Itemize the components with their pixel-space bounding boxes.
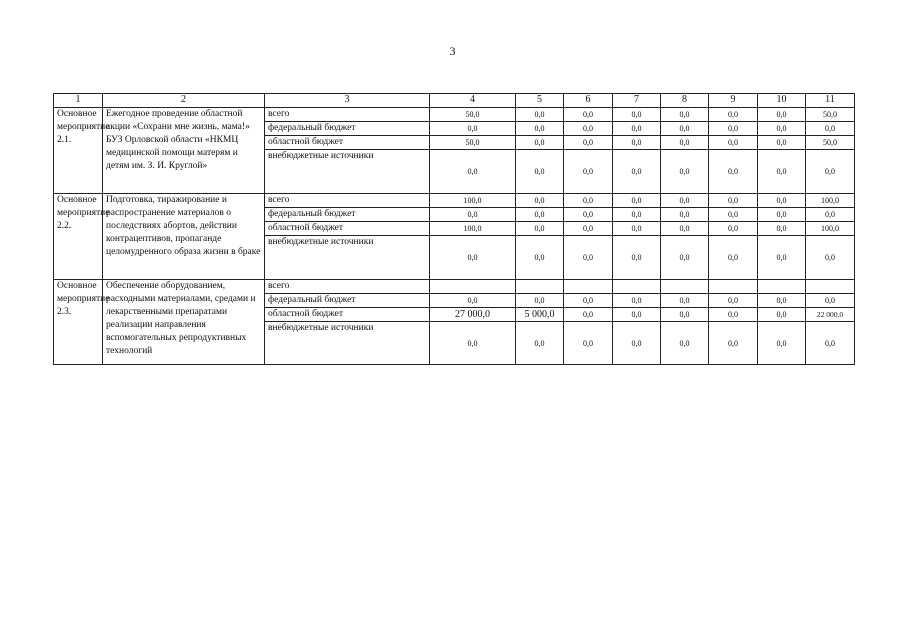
value-cell: 0,0 xyxy=(564,222,613,236)
value-cell: 0,0 xyxy=(709,122,758,136)
value-cell: 0,0 xyxy=(806,322,855,365)
funding-source: всего xyxy=(265,194,430,208)
funding-source: областной бюджет xyxy=(265,136,430,150)
value-cell: 0,0 xyxy=(709,208,758,222)
funding-source: всего xyxy=(265,280,430,294)
value-cell: 0,0 xyxy=(613,294,661,308)
value-cell: 0,0 xyxy=(661,194,709,208)
value-cell: 0,0 xyxy=(516,150,564,194)
value-cell: 0,0 xyxy=(806,294,855,308)
value-cell: 0,0 xyxy=(516,222,564,236)
value-cell: 50,0 xyxy=(806,108,855,122)
value-cell: 0,0 xyxy=(709,308,758,322)
value-cell: 0,0 xyxy=(516,208,564,222)
header-cell: 8 xyxy=(661,94,709,108)
value-cell: 0,0 xyxy=(709,136,758,150)
value-cell: 0,0 xyxy=(613,208,661,222)
value-cell: 0,0 xyxy=(564,122,613,136)
value-cell: 0,0 xyxy=(516,294,564,308)
event-description: Обеспечение оборудованием, расходными материалами, средами и лекарственными препаратами реализации направления вспомогательных репродуктивных технологий xyxy=(103,280,265,365)
value-cell: 0,0 xyxy=(661,208,709,222)
value-cell: 0,0 xyxy=(758,136,806,150)
value-cell: 0,0 xyxy=(516,122,564,136)
value-cell: 0,0 xyxy=(613,122,661,136)
value-cell: 0,0 xyxy=(430,208,516,222)
value-cell: 22 000,0 xyxy=(806,308,855,322)
header-cell: 1 xyxy=(54,94,103,108)
value-cell: 0,0 xyxy=(758,208,806,222)
value-cell xyxy=(516,280,564,294)
value-cell: 0,0 xyxy=(564,208,613,222)
value-cell: 100,0 xyxy=(430,222,516,236)
value-cell: 50,0 xyxy=(430,108,516,122)
header-cell: 7 xyxy=(613,94,661,108)
value-cell: 0,0 xyxy=(564,236,613,280)
header-cell: 10 xyxy=(758,94,806,108)
table-row xyxy=(54,108,855,122)
value-cell: 0,0 xyxy=(758,222,806,236)
value-cell: 0,0 xyxy=(516,136,564,150)
header-cell: 2 xyxy=(103,94,265,108)
value-cell: 0,0 xyxy=(661,122,709,136)
value-cell xyxy=(709,280,758,294)
value-cell: 0,0 xyxy=(430,294,516,308)
value-cell: 0,0 xyxy=(564,108,613,122)
header-cell: 3 xyxy=(265,94,430,108)
value-cell: 0,0 xyxy=(709,236,758,280)
value-cell xyxy=(430,280,516,294)
page-number: 3 xyxy=(449,44,456,58)
value-cell xyxy=(613,280,661,294)
value-cell: 0,0 xyxy=(758,108,806,122)
value-cell: 0,0 xyxy=(613,108,661,122)
funding-source: федеральный бюджет xyxy=(265,122,430,136)
value-cell: 100,0 xyxy=(430,194,516,208)
value-cell: 0,0 xyxy=(613,222,661,236)
value-cell: 0,0 xyxy=(516,236,564,280)
value-cell: 0,0 xyxy=(806,122,855,136)
header-cell: 6 xyxy=(564,94,613,108)
value-cell: 0,0 xyxy=(806,236,855,280)
table-row xyxy=(54,194,855,208)
value-cell: 50,0 xyxy=(806,136,855,150)
value-cell: 0,0 xyxy=(430,322,516,365)
funding-source: всего xyxy=(265,108,430,122)
header-cell: 11 xyxy=(806,94,855,108)
funding-source: внебюджетные источники xyxy=(265,236,430,280)
value-cell: 50,0 xyxy=(430,136,516,150)
value-cell: 0,0 xyxy=(564,136,613,150)
value-cell: 0,0 xyxy=(564,294,613,308)
value-cell: 0,0 xyxy=(758,194,806,208)
funding-source: федеральный бюджет xyxy=(265,208,430,222)
table-row xyxy=(54,280,855,294)
header-cell: 4 xyxy=(430,94,516,108)
value-cell xyxy=(758,280,806,294)
funding-source: внебюджетные источники xyxy=(265,150,430,194)
value-cell: 100,0 xyxy=(806,194,855,208)
value-cell: 0,0 xyxy=(709,322,758,365)
value-cell: 0,0 xyxy=(564,150,613,194)
value-cell: 0,0 xyxy=(661,150,709,194)
value-cell: 0,0 xyxy=(758,236,806,280)
value-cell: 0,0 xyxy=(661,136,709,150)
value-cell: 0,0 xyxy=(806,208,855,222)
value-cell: 0,0 xyxy=(709,222,758,236)
value-cell: 0,0 xyxy=(709,150,758,194)
value-cell: 0,0 xyxy=(613,150,661,194)
value-cell: 0,0 xyxy=(661,108,709,122)
funding-source: областной бюджет xyxy=(265,222,430,236)
value-cell: 0,0 xyxy=(613,194,661,208)
value-cell xyxy=(806,280,855,294)
value-cell: 0,0 xyxy=(758,322,806,365)
value-cell: 0,0 xyxy=(661,294,709,308)
value-cell: 0,0 xyxy=(564,194,613,208)
value-cell: 27 000,0 xyxy=(430,308,516,322)
value-cell: 0,0 xyxy=(661,308,709,322)
value-cell: 0,0 xyxy=(758,308,806,322)
header-cell: 5 xyxy=(516,94,564,108)
value-cell: 0,0 xyxy=(564,308,613,322)
value-cell: 0,0 xyxy=(709,108,758,122)
value-cell xyxy=(661,280,709,294)
table-header-row xyxy=(54,94,855,108)
value-cell: 0,0 xyxy=(709,294,758,308)
value-cell: 0,0 xyxy=(516,322,564,365)
funding-source: внебюджетные источники xyxy=(265,322,430,365)
value-cell: 0,0 xyxy=(430,122,516,136)
funding-source: федеральный бюджет xyxy=(265,294,430,308)
value-cell: 0,0 xyxy=(516,108,564,122)
event-code: Основное мероприятие 2.2. xyxy=(54,194,103,280)
value-cell: 0,0 xyxy=(613,136,661,150)
value-cell: 0,0 xyxy=(613,236,661,280)
event-code: Основное мероприятие 2.3. xyxy=(54,280,103,365)
value-cell: 100,0 xyxy=(806,222,855,236)
value-cell: 0,0 xyxy=(613,308,661,322)
value-cell: 0,0 xyxy=(661,222,709,236)
value-cell: 0,0 xyxy=(430,236,516,280)
funding-source: областной бюджет xyxy=(265,308,430,322)
value-cell: 0,0 xyxy=(516,194,564,208)
value-cell: 0,0 xyxy=(758,294,806,308)
value-cell: 0,0 xyxy=(613,322,661,365)
event-description: Ежегодное проведение областной акции «Сохрани мне жизнь, мама!» БУЗ Орловской области «НКМЦ медицинской помощи матерям и детям им. З. И. Круглой» xyxy=(103,108,265,194)
value-cell: 5 000,0 xyxy=(516,308,564,322)
value-cell: 0,0 xyxy=(806,150,855,194)
value-cell: 0,0 xyxy=(430,150,516,194)
value-cell: 0,0 xyxy=(758,122,806,136)
value-cell: 0,0 xyxy=(758,150,806,194)
event-description: Подготовка, тиражирование и распространение материалов о последствиях абортов, действии контрацептивов, пропаганде целомудренного образа жизни в браке xyxy=(103,194,265,280)
value-cell: 0,0 xyxy=(661,322,709,365)
value-cell: 0,0 xyxy=(709,194,758,208)
value-cell: 0,0 xyxy=(661,236,709,280)
header-cell: 9 xyxy=(709,94,758,108)
value-cell xyxy=(564,280,613,294)
value-cell: 0,0 xyxy=(564,322,613,365)
event-code: Основное мероприятие 2.1. xyxy=(54,108,103,194)
funding-table xyxy=(53,93,855,365)
